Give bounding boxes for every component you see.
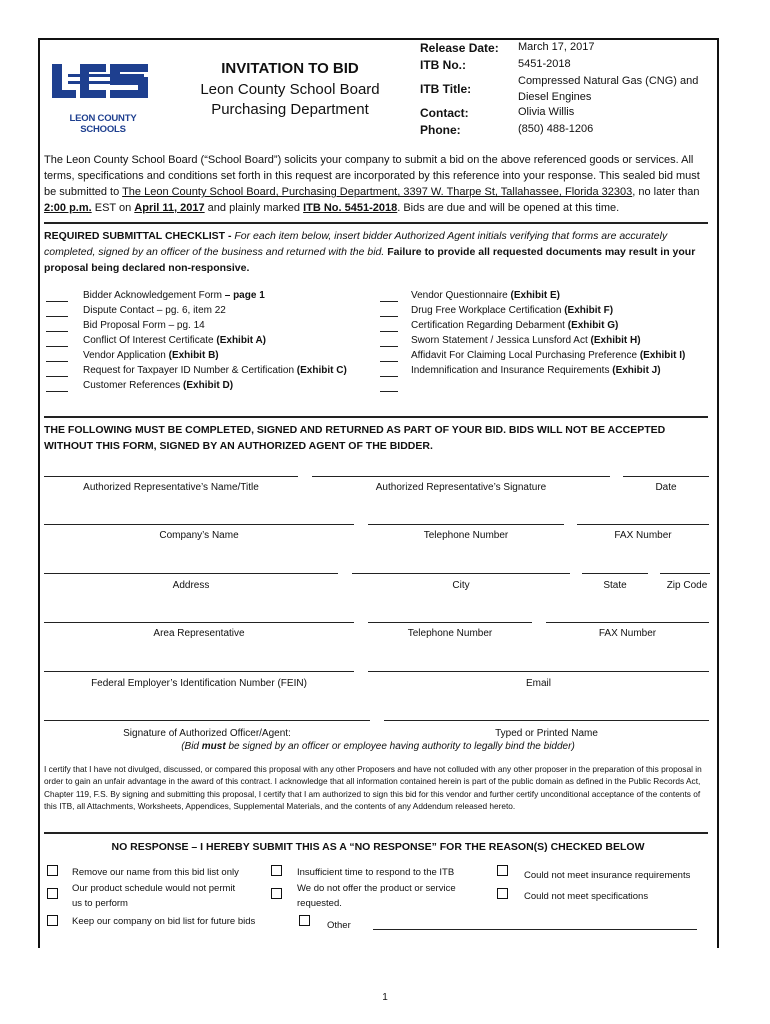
contact-value: Olivia Willis <box>518 106 575 118</box>
no-product-label-1: We do not offer the product or service <box>297 883 456 894</box>
fax-line[interactable] <box>577 524 709 525</box>
remove-from-list-label: Remove our name from this bid list only <box>72 867 239 878</box>
initial-blank[interactable] <box>380 301 398 302</box>
no-product-checkbox[interactable] <box>271 888 282 899</box>
release-date-label: Release Date: <box>420 41 499 55</box>
dept-name: Purchasing Department <box>211 101 369 118</box>
itb-reference: ITB No. 5451-2018 <box>303 202 398 214</box>
certification-text: I certify that I have not divulged, discussed, or compared this proposal with any other Proposers and have not colluded with any other proposer in the preparation of this proposal in order to gain an unfair advantage in the award of this contract. I acknowledge that all information contained herein is part of the public domain as defined in the Public Records Act, Chapter 119, F.S. By signing and submitting this proposal, I certify that I am authorized to sign this bid for this vendor and further certify unconditional acceptance of the contents of this ITB, all Attachments, Worksheets, Appendices, Supplemental Materials, and the contents of any Addendum released hereto. <box>44 764 702 812</box>
checklist-warning: Failure to provide all requested documents may result in your proposal being declared non-responsive. <box>44 246 696 274</box>
intro-text-1: The Leon County School Board (“School Board”) solicits your company to submit a bid on the above referenced goods or services. All terms, specifications and conditions set forth in this request are incorporated by this reference into your response. This sealed bid must be submitted to <box>44 154 700 198</box>
checklist-item: Request for Taxpayer ID Number & Certification (Exhibit C) <box>83 365 347 376</box>
checklist-item: Bidder Acknowledgement Form – page 1 <box>83 290 265 301</box>
remove-from-list-checkbox[interactable] <box>47 865 58 876</box>
telephone-label: Telephone Number <box>423 530 509 541</box>
checklist-item: Vendor Questionnaire (Exhibit E) <box>411 290 560 301</box>
contact-label: Contact: <box>420 106 469 120</box>
checklist-item: Certification Regarding Debarment (Exhibit G) <box>411 320 619 331</box>
company-name-label: Company’s Name <box>159 530 239 541</box>
zip-label: Zip Code <box>666 580 708 591</box>
other-reason-line[interactable] <box>373 929 697 930</box>
checklist-instructions: For each item below, insert bidder Authorized Agent initials verifying that forms are accurately completed, signed by an officer of the business and returned with the bid. <box>44 230 668 258</box>
divider-3 <box>44 832 708 834</box>
initial-blank[interactable] <box>46 391 68 392</box>
org-name: Leon County School Board <box>200 81 380 98</box>
date-line[interactable] <box>623 476 709 477</box>
fax2-label: FAX Number <box>598 628 657 639</box>
email-line[interactable] <box>368 671 709 672</box>
itb-no-label: ITB No.: <box>420 58 466 72</box>
typed-name-line[interactable] <box>384 720 709 721</box>
initial-blank[interactable] <box>380 316 398 317</box>
initial-blank[interactable] <box>46 331 68 332</box>
other-label: Other <box>327 920 351 931</box>
schedule-conflict-label-1: Our product schedule would not permit <box>72 883 236 894</box>
invitation-title: INVITATION TO BID <box>221 60 359 77</box>
typed-name-label: Typed or Printed Name <box>495 728 598 739</box>
insufficient-time-label: Insufficient time to respond to the ITB <box>297 867 455 878</box>
keep-on-list-checkbox[interactable] <box>47 915 58 926</box>
address-line[interactable] <box>44 573 338 574</box>
city-line[interactable] <box>352 573 570 574</box>
rep-name-line[interactable] <box>44 476 298 477</box>
fein-label: Federal Employer’s Identification Number (FEIN) <box>91 678 307 689</box>
divider-1 <box>44 222 708 224</box>
keep-on-list-label: Keep our company on bid list for future bids <box>72 916 256 927</box>
initial-blank[interactable] <box>380 346 398 347</box>
insurance-req-checkbox[interactable] <box>497 865 508 876</box>
officer-signature-line[interactable] <box>44 720 370 721</box>
email-label: Email <box>525 678 551 689</box>
officer-signature-label: Signature of Authorized Officer/Agent: <box>123 728 291 739</box>
due-time: 2:00 p.m. <box>44 202 92 214</box>
insurance-req-label: Could not meet insurance requirements <box>524 870 691 881</box>
zip-line[interactable] <box>660 573 710 574</box>
checklist-item: Conflict Of Interest Certificate (Exhibit A) <box>83 335 267 346</box>
rep-name-label: Authorized Representative’s Name/Title <box>83 482 259 493</box>
checklist-item: Drug Free Workplace Certification (Exhibit F) <box>411 305 614 316</box>
logo-mark-icon <box>48 60 158 110</box>
fax2-line[interactable] <box>546 622 709 623</box>
leon-county-schools-logo <box>48 60 158 135</box>
initial-blank[interactable] <box>46 361 68 362</box>
company-name-line[interactable] <box>44 524 354 525</box>
bid-signature-note: (Bid must be signed by an officer or employee having authority to legally bind the bidder) <box>181 741 575 752</box>
itb-title-label: ITB Title: <box>420 82 472 96</box>
itb-title-value-line2: Diesel Engines <box>518 91 592 103</box>
address-label: Address <box>172 580 210 591</box>
intro-text-2: , no later than <box>632 186 700 198</box>
checklist-item: Customer References (Exhibit D) <box>83 380 234 391</box>
phone-label: Phone: <box>420 123 461 137</box>
intro-paragraph <box>44 152 712 216</box>
release-date-value: March 17, 2017 <box>518 41 595 53</box>
state-label: State <box>603 580 627 591</box>
checklist-item: Sworn Statement / Jessica Lunsford Act (Exhibit H) <box>411 335 641 346</box>
fein-line[interactable] <box>44 671 354 672</box>
intro-text-4: and plainly marked <box>204 202 304 214</box>
phone-value: (850) 488-1206 <box>518 123 594 135</box>
telephone-line[interactable] <box>368 524 564 525</box>
initial-blank[interactable] <box>380 361 398 362</box>
fax-label: FAX Number <box>614 530 672 541</box>
intro-text-3: EST on <box>91 202 135 214</box>
checklist-item: Affidavit For Claiming Local Purchasing Preference (Exhibit I) <box>411 350 686 361</box>
rep-signature-label: Authorized Representative’s Signature <box>375 482 547 493</box>
initial-blank[interactable] <box>380 376 398 377</box>
specifications-label: Could not meet specifications <box>524 891 649 902</box>
no-response-heading: NO RESPONSE – I HEREBY SUBMIT THIS AS A “NO RESPONSE” FOR THE REASON(S) CHECKED BELOW <box>111 841 645 853</box>
signature-section-heading: THE FOLLOWING MUST BE COMPLETED, SIGNED AND RETURNED AS PART OF YOUR BID. BIDS WILL NOT BE ACCEPTED WITHOUT THIS FORM, SIGNED BY AN AUTHORIZED AGENT OF THE BIDDER. <box>44 424 666 452</box>
state-line[interactable] <box>582 573 648 574</box>
rep-signature-line[interactable] <box>312 476 610 477</box>
checklist-title: REQUIRED SUBMITTAL CHECKLIST - <box>44 230 235 242</box>
other-checkbox[interactable] <box>299 915 310 926</box>
telephone2-label: Telephone Number <box>407 628 493 639</box>
checklist-heading <box>44 228 712 276</box>
specifications-checkbox[interactable] <box>497 888 508 899</box>
itb-title-value-line1: Compressed Natural Gas (CNG) and <box>518 75 699 87</box>
intro-text-5: . Bids are due and will be opened at this time. <box>397 202 620 214</box>
insufficient-time-checkbox[interactable] <box>271 865 282 876</box>
checklist-item: Vendor Application (Exhibit B) <box>83 350 219 361</box>
telephone2-line[interactable] <box>368 622 532 623</box>
due-date: April 11, 2017 <box>134 202 205 214</box>
itb-no-value: 5451-2018 <box>518 58 571 70</box>
logo-text: LEON COUNTY SCHOOLS <box>69 113 137 135</box>
submission-address: The Leon County School Board, Purchasing Department, 3397 W. Tharpe St, Tallahassee, Florida 32303 <box>122 186 633 198</box>
area-rep-line[interactable] <box>44 622 354 623</box>
divider-2 <box>44 416 708 418</box>
city-label: City <box>452 580 470 591</box>
area-rep-label: Area Representative <box>153 628 245 639</box>
checklist-item: Bid Proposal Form – pg. 14 <box>83 320 205 331</box>
date-label: Date <box>655 482 677 493</box>
initial-blank[interactable] <box>46 316 68 317</box>
initial-blank[interactable] <box>46 376 68 377</box>
schedule-conflict-checkbox[interactable] <box>47 888 58 899</box>
initial-blank[interactable] <box>380 331 398 332</box>
no-product-label-2: requested. <box>297 898 342 909</box>
page-number: 1 <box>382 992 388 1003</box>
schedule-conflict-label-2: us to perform <box>72 898 128 909</box>
initial-blank[interactable] <box>380 391 398 392</box>
checklist-item: Dispute Contact – pg. 6, item 22 <box>83 305 226 316</box>
initial-blank[interactable] <box>46 301 68 302</box>
initial-blank[interactable] <box>46 346 68 347</box>
checklist-item: Indemnification and Insurance Requirements (Exhibit J) <box>411 365 661 376</box>
